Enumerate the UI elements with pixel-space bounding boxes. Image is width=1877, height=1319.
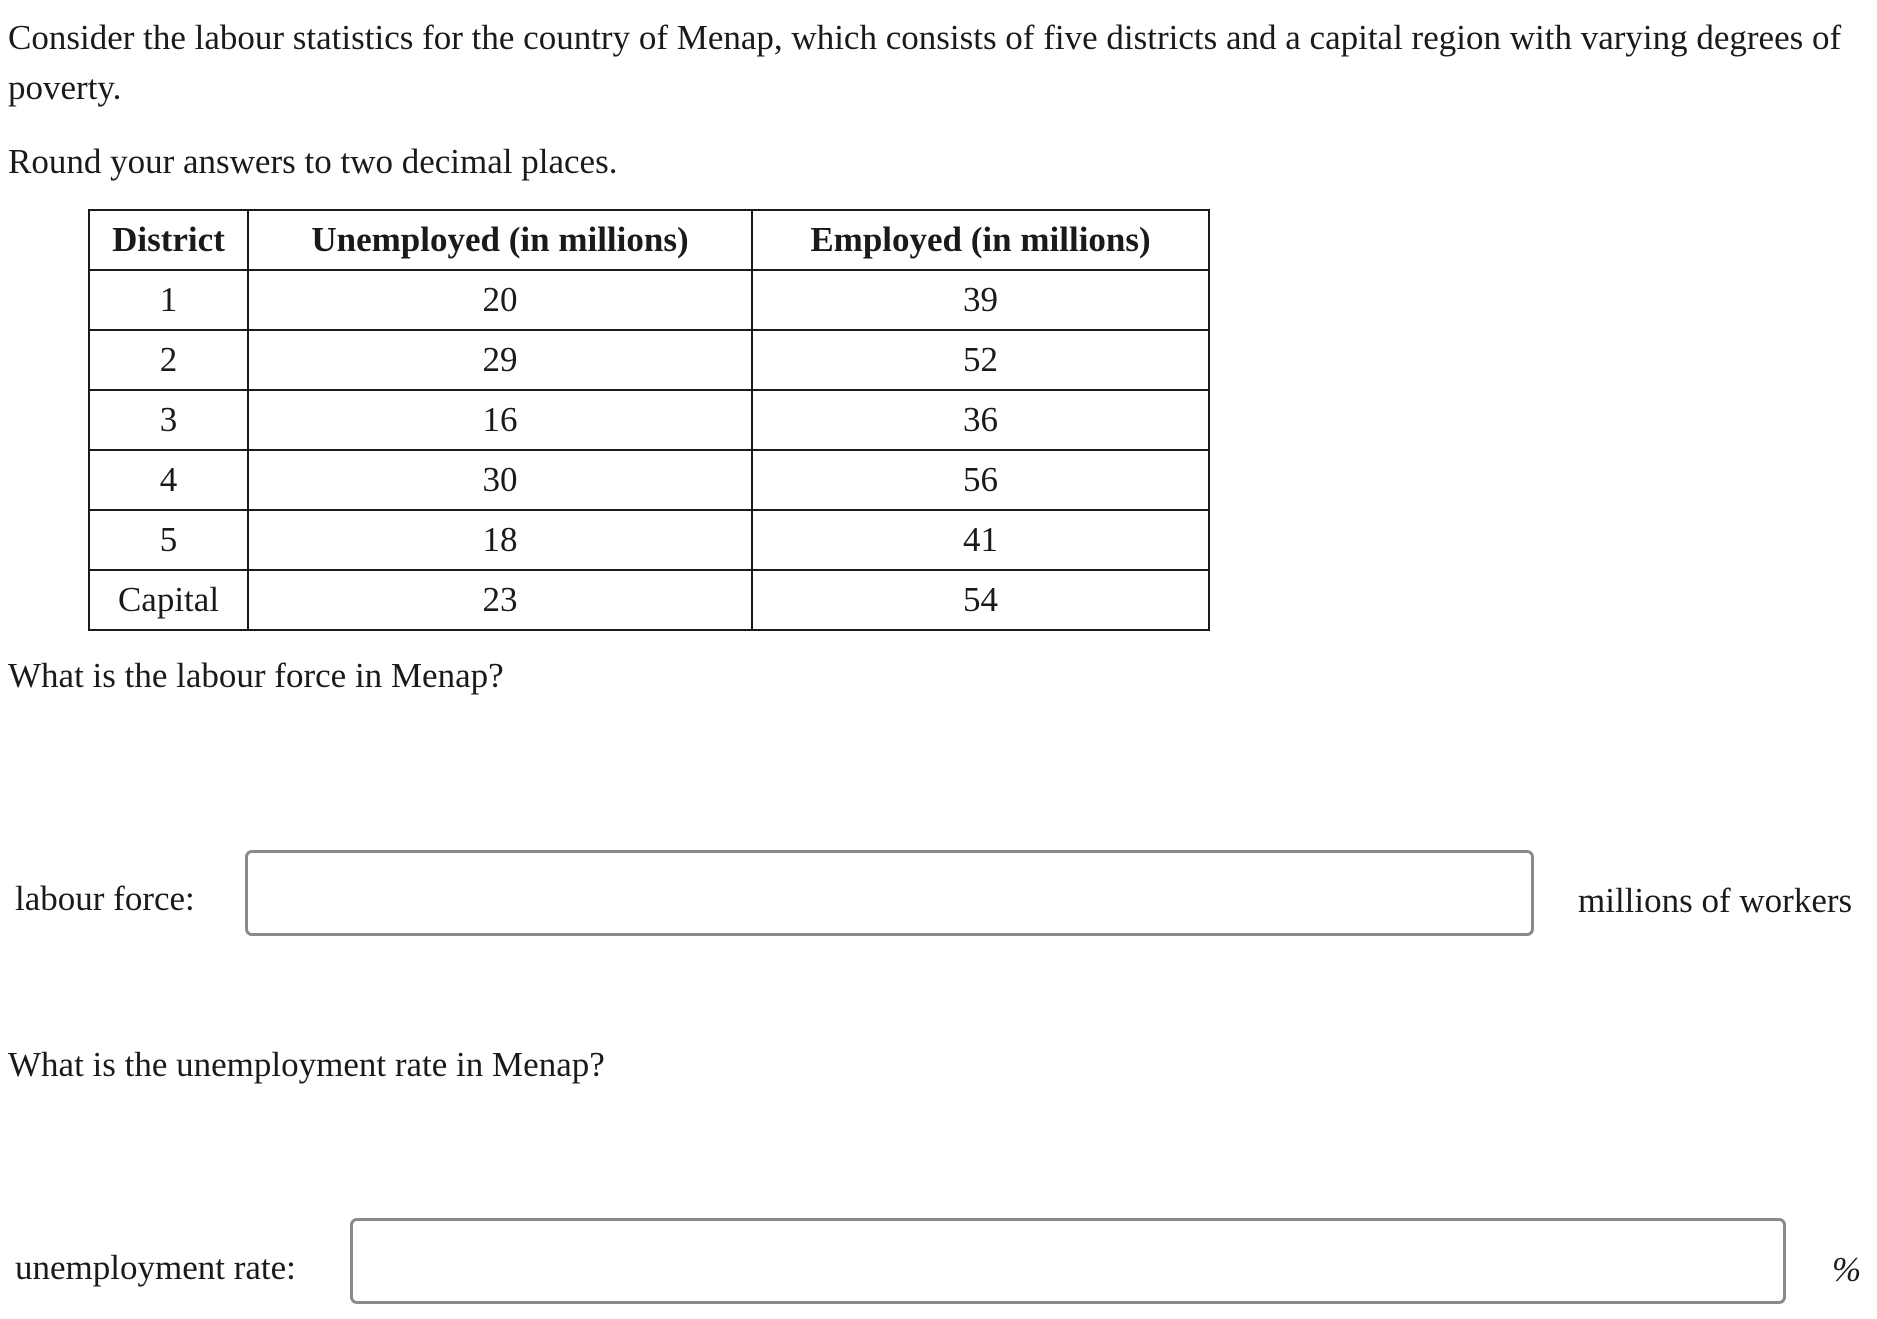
labour-force-input[interactable] [245, 850, 1534, 936]
header-employed: Employed (in millions) [752, 210, 1209, 270]
labour-force-unit: millions of workers [1578, 881, 1853, 920]
district-cell: 3 [89, 390, 248, 450]
employed-cell: 52 [752, 330, 1209, 390]
unemployed-cell: 16 [248, 390, 752, 450]
employed-cell: 56 [752, 450, 1209, 510]
unemployment-rate-question: What is the unemployment rate in Menap? [8, 1045, 605, 1084]
unemployment-rate-input[interactable] [350, 1218, 1786, 1304]
table-row [89, 570, 1209, 630]
rounding-instruction: Round your answers to two decimal places. [8, 142, 618, 181]
unemployed-cell: 29 [248, 330, 752, 390]
employed-cell: 36 [752, 390, 1209, 450]
header-district: District [89, 210, 248, 270]
table-row [89, 510, 1209, 570]
district-cell: 1 [89, 270, 248, 330]
table-row [89, 450, 1209, 510]
unemployed-cell: 20 [248, 270, 752, 330]
table-header-row [89, 210, 1209, 270]
district-cell: 4 [89, 450, 248, 510]
labour-force-question: What is the labour force in Menap? [8, 656, 504, 695]
district-cell: 2 [89, 330, 248, 390]
unemployed-cell: 23 [248, 570, 752, 630]
unemployed-cell: 18 [248, 510, 752, 570]
district-cell: 5 [89, 510, 248, 570]
percent-unit: % [1832, 1250, 1862, 1289]
district-cell: Capital [89, 570, 248, 630]
unemployed-cell: 30 [248, 450, 752, 510]
employed-cell: 54 [752, 570, 1209, 630]
table-row [89, 330, 1209, 390]
table-row [89, 270, 1209, 330]
employed-cell: 39 [752, 270, 1209, 330]
header-unemployed: Unemployed (in millions) [248, 210, 752, 270]
intro-paragraph: Consider the labour statistics for the country of Menap, which consists of five districts and a capital region with varying degrees of poverty. [8, 18, 1842, 107]
labour-statistics-table [88, 209, 1210, 631]
labour-force-label: labour force: [15, 879, 195, 918]
table-row [89, 390, 1209, 450]
unemployment-rate-label: unemployment rate: [15, 1248, 296, 1287]
employed-cell: 41 [752, 510, 1209, 570]
